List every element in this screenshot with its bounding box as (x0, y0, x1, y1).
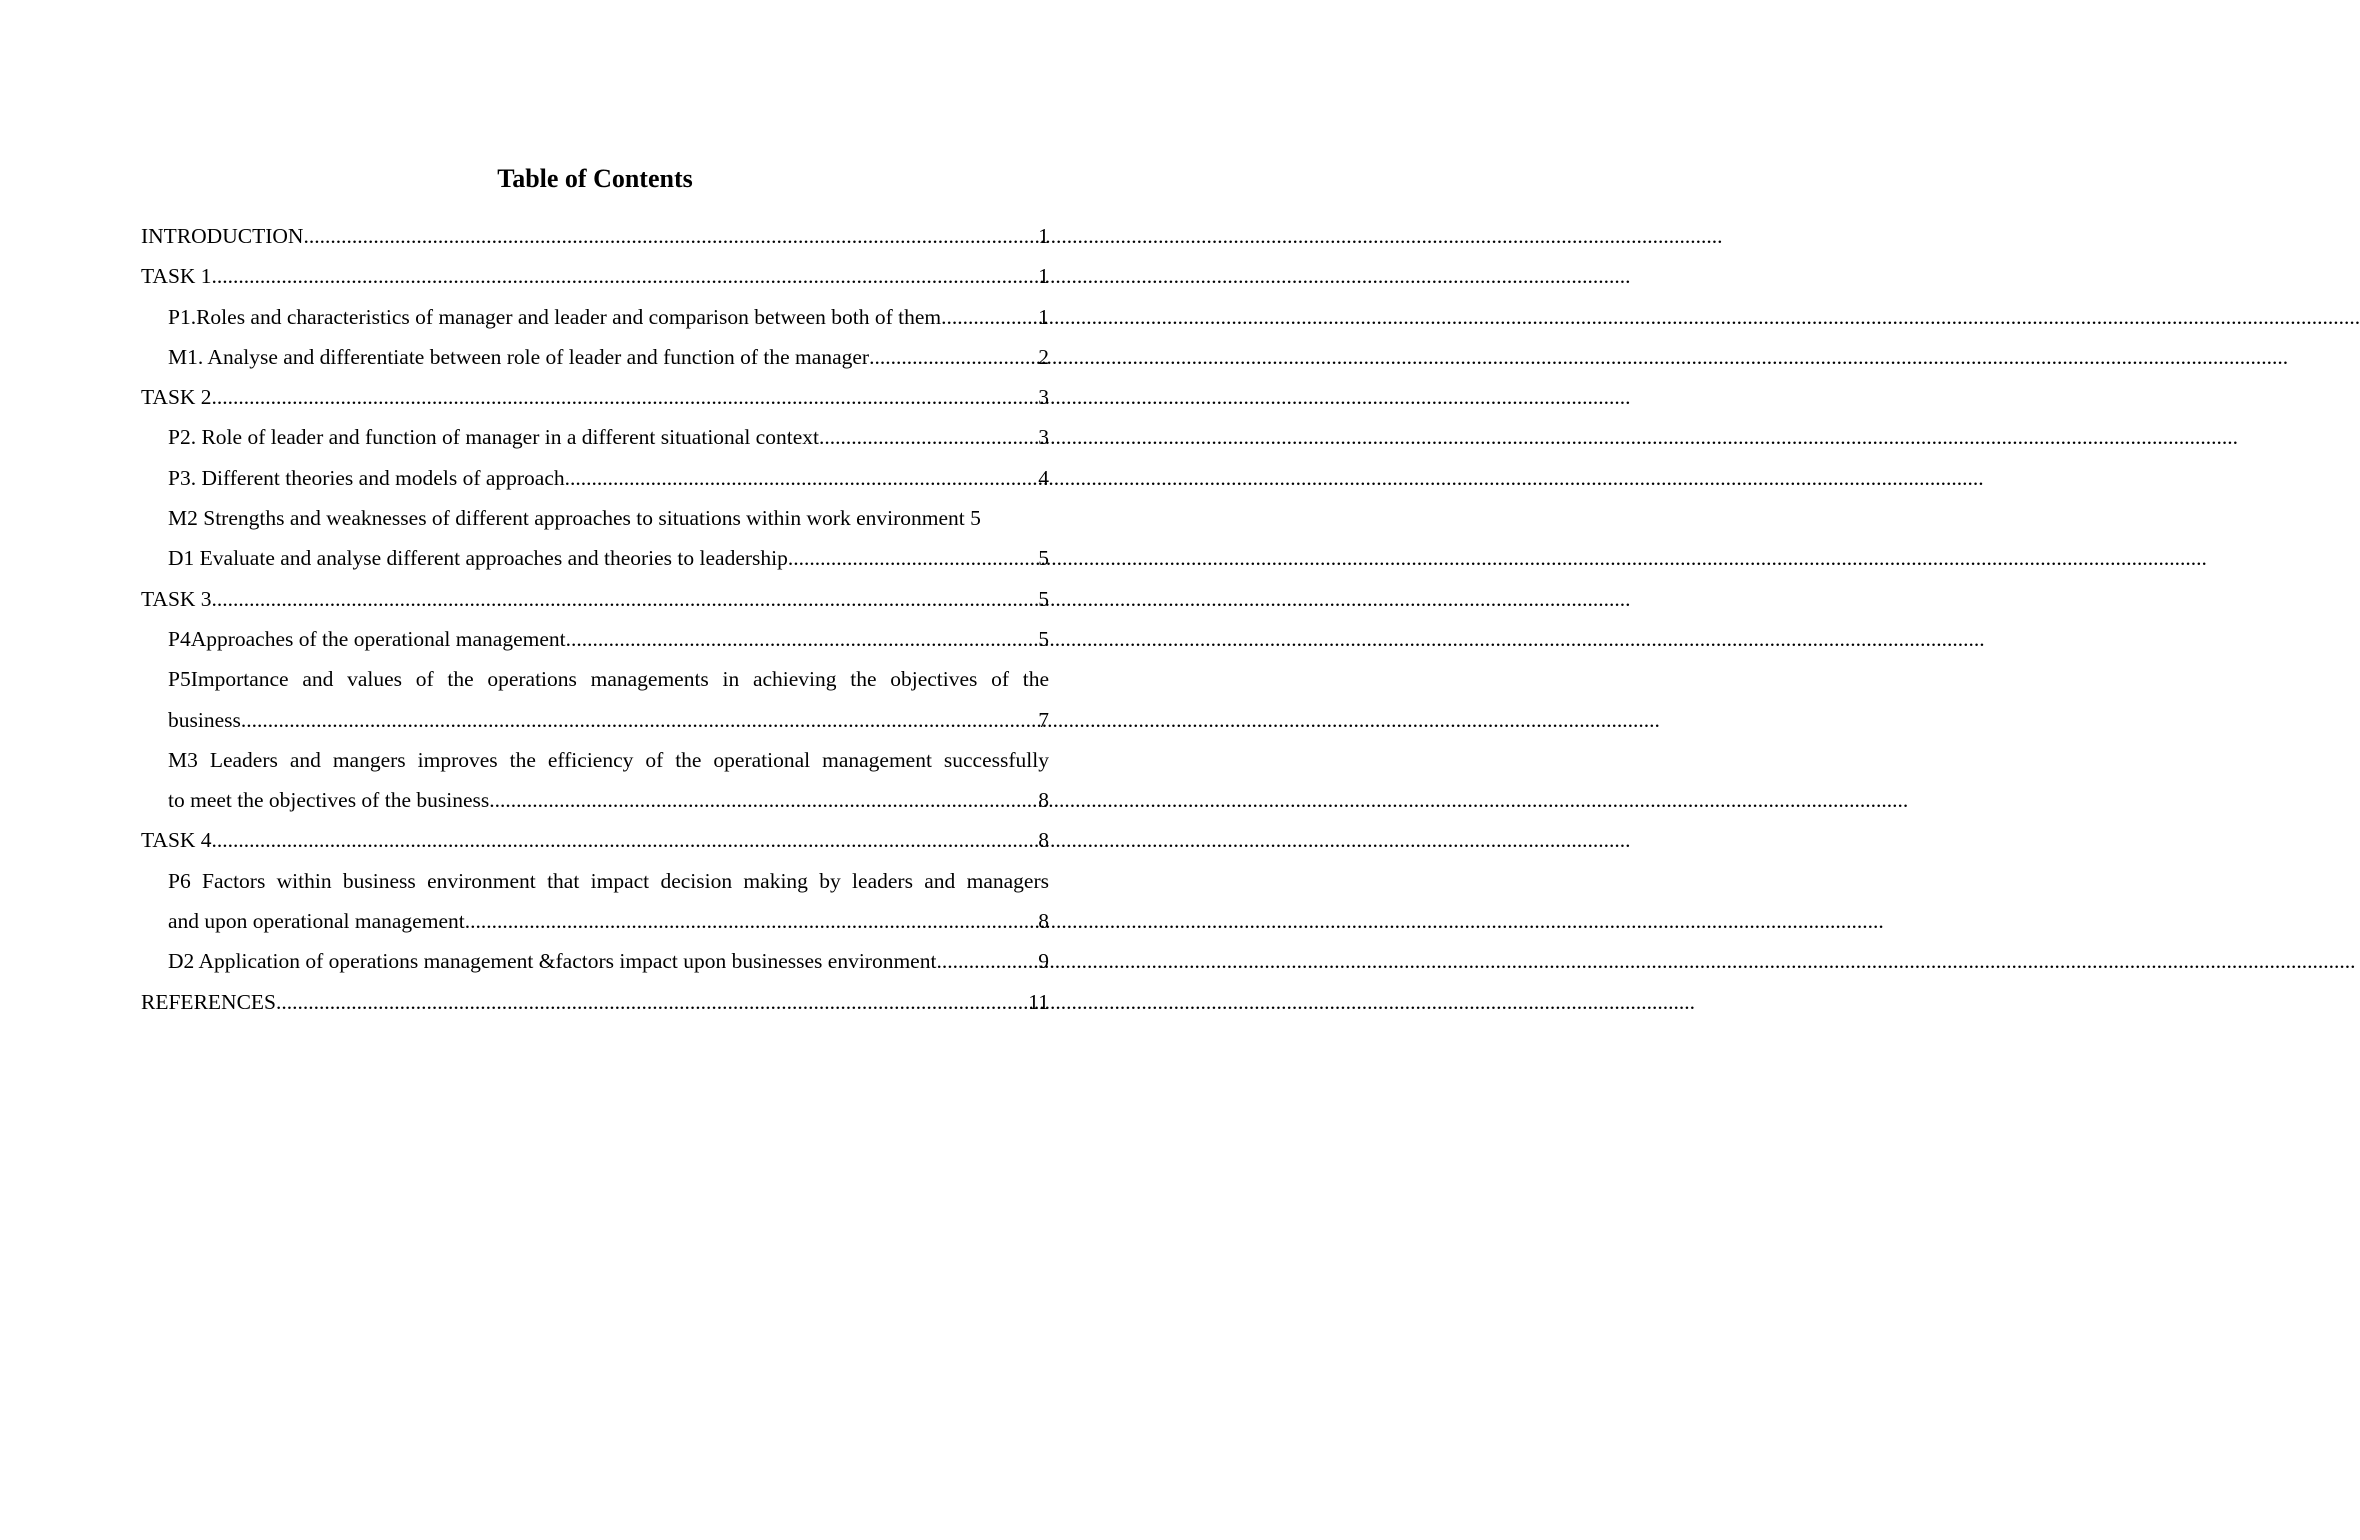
toc-entry-m3[interactable] (141, 740, 1049, 821)
toc-title: Table of Contents (497, 164, 693, 193)
dot-leader (212, 820, 1039, 860)
toc-entry-p5[interactable] (141, 659, 1049, 740)
dot-leader (869, 337, 1038, 377)
toc-page-number: 5 (970, 506, 981, 531)
toc-entry-text: TASK 3 (141, 586, 212, 611)
dot-leader (565, 458, 1039, 498)
toc-entry-d1[interactable] (141, 538, 1049, 578)
toc-page-number: 3 (1038, 425, 1049, 450)
toc-page-number: 7 (1038, 707, 1049, 732)
dot-leader (941, 297, 1038, 337)
toc-page-number: 1 (1038, 264, 1049, 289)
dot-leader (212, 579, 1039, 619)
toc-entry-text: REFERENCES (141, 989, 276, 1014)
toc-page-number: 8 (1038, 909, 1049, 934)
toc-entry-text: TASK 1 (141, 264, 212, 289)
dot-leader (465, 901, 1039, 941)
toc-entry-text-line-2: and upon operational management (168, 909, 465, 934)
toc-entry-text: TASK 2 (141, 385, 212, 410)
toc-page-number: 5 (1038, 586, 1049, 611)
toc-entry-text: P1.Roles and characteristics of manager and leader and comparison between both of them (168, 304, 942, 329)
toc-entry-p2[interactable] (141, 417, 1049, 457)
toc-page-number: 5 (1038, 626, 1049, 651)
toc-entry-p6[interactable] (141, 861, 1049, 942)
toc-page-number: 8 (1038, 828, 1049, 853)
toc-entry-d2[interactable] (141, 941, 1049, 981)
toc-entry-text-line-1: P5Importance and values of the operations managements in achieving the objectives of the (168, 667, 1049, 692)
dot-leader (819, 417, 1038, 457)
toc-entry-text: P4Approaches of the operational management (168, 626, 566, 651)
dot-leader (303, 216, 1038, 256)
toc-entry-introduction[interactable] (141, 216, 1049, 256)
dot-leader (276, 982, 1028, 1022)
toc-entry-text-line-1: P6 Factors within business environment that impact decision making by leaders and managers (168, 868, 1049, 893)
toc-entry-m1[interactable] (141, 337, 1049, 377)
toc-entry-text: TASK 4 (141, 828, 212, 853)
toc-page-number: 8 (1038, 788, 1049, 813)
toc-entry-task-2[interactable] (141, 377, 1049, 417)
toc-entry-text-line-2: to meet the objectives of the business (168, 788, 490, 813)
toc-entry-text: M2 Strengths and weaknesses of different approaches to situations within work environment (168, 506, 965, 531)
toc-page-number: 4 (1038, 465, 1049, 490)
toc-entry-text: P3. Different theories and models of approach (168, 465, 565, 490)
toc-entry-p4[interactable] (141, 619, 1049, 659)
table-of-contents (141, 216, 1049, 1022)
toc-entry-text: INTRODUCTION (141, 224, 304, 248)
dot-leader (566, 619, 1039, 659)
toc-page-number: 1 (1038, 304, 1049, 329)
toc-entry-m2[interactable] (141, 498, 1049, 538)
dot-leader (788, 538, 1038, 578)
toc-page-number: 3 (1038, 385, 1049, 410)
toc-entry-task-4[interactable] (141, 820, 1049, 860)
toc-entry-references[interactable] (141, 982, 1049, 1022)
toc-entry-text-line-1: M3 Leaders and mangers improves the efficiency of the operational management successfully (168, 747, 1049, 772)
toc-entry-text: D1 Evaluate and analyse different approaches and theories to leadership (168, 546, 788, 571)
toc-page-number: 9 (1038, 949, 1049, 974)
toc-page-number: 1 (1038, 224, 1049, 248)
toc-entry-task-1[interactable] (141, 256, 1049, 296)
toc-entry-text: P2. Role of leader and function of manager in a different situational context (168, 425, 819, 450)
toc-entry-task-3[interactable] (141, 579, 1049, 619)
toc-entry-text: D2 Application of operations management &factors impact upon businesses environment (168, 949, 937, 974)
dot-leader (212, 256, 1039, 296)
toc-page-number: 11 (1028, 989, 1049, 1014)
toc-entry-text-line-2: business (168, 707, 241, 732)
toc-entry-p1[interactable] (141, 297, 1049, 337)
dot-leader (489, 780, 1038, 820)
toc-entry-text: M1. Analyse and differentiate between role of leader and function of the manager (168, 344, 870, 369)
toc-page-number: 5 (1038, 546, 1049, 571)
toc-entry-p3[interactable] (141, 458, 1049, 498)
dot-leader (241, 700, 1038, 740)
dot-leader (212, 377, 1039, 417)
toc-page-number: 2 (1038, 344, 1049, 369)
dot-leader (936, 941, 1038, 981)
